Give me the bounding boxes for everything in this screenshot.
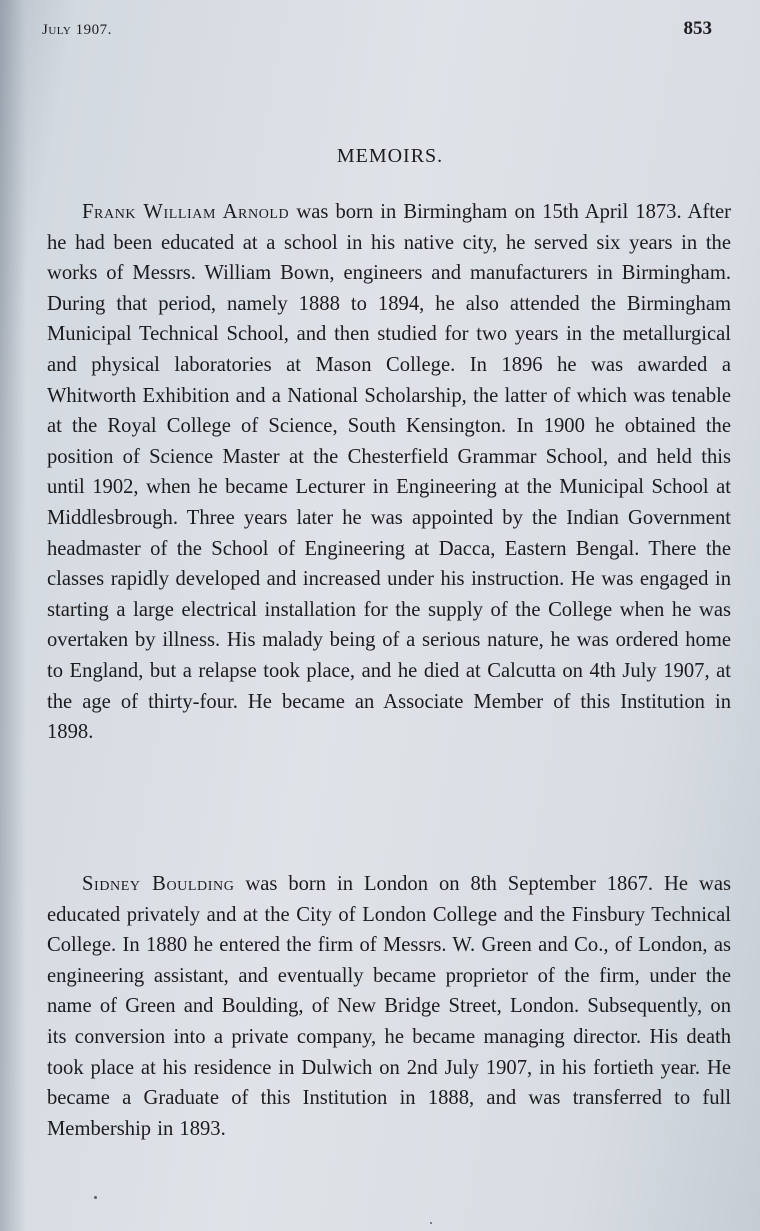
memoir-paragraph	[47, 197, 731, 748]
memoir-sidney-boulding	[47, 869, 731, 1144]
section-title: MEMOIRS.	[336, 145, 444, 167]
memoir-body: was born in Birmingham on 15th April 1873. After he had been educated at a school in his native city, he served six years in the works of Messrs. William Bown, engineers and manufacturers in Birmingham. During that period, namely 1888 to 1894, he also attended the Birmingham Municipal Technical School, and then studied for two years in the metallurgical and physical laboratories at Mason College. In 1896 he was awarded a Whitworth Exhibition and a National Scholarship, the latter of which was tenable at the Royal College of Science, South Kensington. In 1900 he obtained the position of Science Master at the Chesterfield Grammar School, and held this until 1902, when he became Lecturer in Engineering at the Municipal School at Middlesbrough. Three years later he was appointed by the Indian Government headmaster of the School of Engineering at Dacca, Eastern Bengal. There the classes rapidly developed and increased under his instruction. He was engaged in starting a large electrical installation for the supply of the College when he was overtaken by illness. His malady being of a serious nature, he was ordered home to England, but a relapse took place, and he died at Calcutta on 4th July 1907, at the age of thirty-four. He became an Associate Member of this Institution in 1898.	[47, 201, 731, 744]
paper-speck	[430, 1222, 432, 1224]
memoir-subject-name: Sidney Boulding	[82, 873, 235, 895]
running-head: July 1907.	[42, 22, 112, 38]
memoir-body: was born in London on 8th September 1867. He was educated privately and at the City of London College and the Finsbury Technical College. In 1880 he entered the firm of Messrs. W. Green and Co., of London, as engineering assistant, and eventually became proprietor of the firm, under the name of Green and Boulding, of New Bridge Street, London. Subsequently, on its conversion into a private company, he became managing director. His death took place at his residence in Dulwich on 2nd July 1907, in his fortieth year. He became a Graduate of this Institution in 1888, and was transferred to full Membership in 1893.	[47, 873, 731, 1140]
paper-speck	[94, 1196, 97, 1199]
memoir-paragraph	[47, 869, 731, 1144]
page-number: 853	[683, 18, 712, 39]
memoir-subject-name: Frank William Arnold	[82, 201, 290, 223]
memoir-frank-william-arnold	[47, 197, 731, 748]
